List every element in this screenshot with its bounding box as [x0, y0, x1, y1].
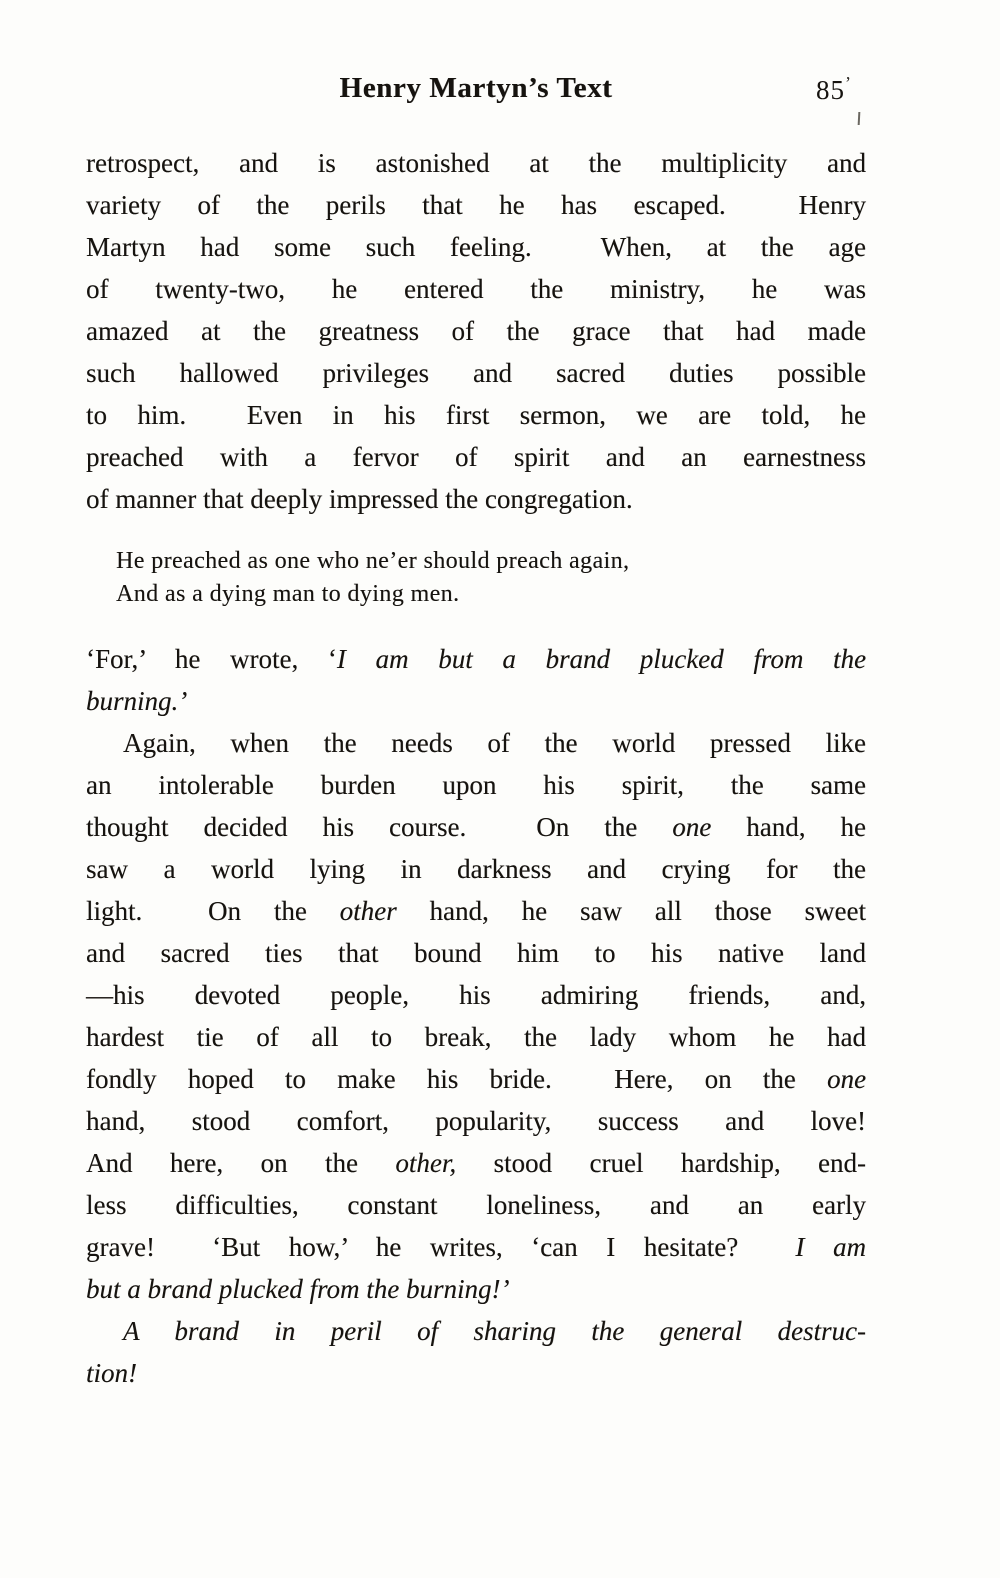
italic-text-segment: other,: [395, 1148, 457, 1178]
text-segment: and sacred ties that bound him to his native land: [86, 938, 866, 968]
text-line: [86, 722, 866, 764]
paragraph: [86, 722, 866, 1310]
text-line: [86, 680, 866, 722]
text-segment: hand, he: [711, 812, 866, 842]
text-segment: hand, stood comfort, popularity, success and love!: [86, 1106, 866, 1136]
text-segment: thought decided his course. On the: [86, 812, 673, 842]
text-line: [116, 578, 866, 611]
text-segment: variety of the perils that he has escaped. Henry: [86, 190, 866, 220]
text-segment: of twenty-two, he entered the ministry, he was: [86, 274, 866, 304]
text-segment: retrospect, and is astonished at the multiplicity and: [86, 148, 866, 178]
text-segment: Again, when the needs of the world pressed like: [123, 728, 866, 758]
running-head-title: Henry Martyn’s Text: [339, 72, 613, 104]
italic-text-segment: other: [339, 896, 397, 926]
text-line: [86, 1100, 866, 1142]
text-segment: of manner that deeply impressed the congregation.: [86, 484, 633, 514]
italic-text-segment: one: [827, 1064, 866, 1094]
text-segment: He preached as one who ne’er should preach again,: [116, 548, 630, 574]
text-line: [86, 352, 866, 394]
text-line: [86, 974, 866, 1016]
page-body: [86, 142, 866, 1394]
text-line: [86, 932, 866, 974]
text-line: [86, 806, 866, 848]
text-line: [86, 764, 866, 806]
text-line: [86, 1142, 866, 1184]
text-segment: to him. Even in his first sermon, we are told, he: [86, 400, 866, 430]
text-segment: ‘For,’ he wrote, ‘: [86, 644, 337, 674]
text-line: [86, 226, 866, 268]
paragraph: [86, 142, 866, 520]
scan-artifact-tick: [858, 112, 861, 125]
text-segment: Martyn had some such feeling. When, at the age: [86, 232, 866, 262]
italic-text-segment: burning.’: [86, 686, 188, 716]
text-line: [86, 184, 866, 226]
text-segment: amazed at the greatness of the grace that had made: [86, 316, 866, 346]
text-line: [86, 1016, 866, 1058]
italic-text-segment: A brand in peril of sharing the general destruc-: [123, 1316, 866, 1346]
text-line: [86, 1310, 866, 1352]
text-segment: And here, on the: [86, 1148, 396, 1178]
text-segment: stood cruel hardship, end-: [456, 1148, 866, 1178]
paragraph: [86, 1310, 866, 1394]
text-segment: an intolerable burden upon his spirit, the same: [86, 770, 866, 800]
verse-block: [116, 545, 866, 611]
italic-text-segment: I am but a brand plucked from the: [336, 644, 866, 674]
text-segment: And as a dying man to dying men.: [116, 581, 460, 607]
text-segment: —his devoted people, his admiring friends, and,: [86, 980, 866, 1010]
text-segment: hardest tie of all to break, the lady whom he had: [86, 1022, 866, 1052]
italic-text-segment: one: [672, 812, 712, 842]
italic-text-segment: I am: [795, 1232, 866, 1262]
page-number: [816, 73, 852, 106]
text-segment: preached with a fervor of spirit and an earnestness: [86, 442, 866, 472]
paragraph: [86, 638, 866, 722]
text-line: [86, 268, 866, 310]
italic-text-segment: tion!: [86, 1358, 137, 1388]
text-segment: grave! ‘But how,’ he writes, ‘can I hesitate?: [86, 1232, 796, 1262]
text-line: [86, 142, 866, 184]
text-line: [86, 436, 866, 478]
text-segment: light. On the: [86, 896, 340, 926]
text-line: [86, 848, 866, 890]
text-line: [116, 545, 866, 578]
text-line: [86, 478, 866, 520]
page-number-value: 85: [816, 75, 845, 105]
text-line: [86, 1352, 866, 1394]
text-segment: less difficulties, constant loneliness, and an early: [86, 1190, 866, 1220]
text-segment: such hallowed privileges and sacred duties possible: [86, 358, 866, 388]
text-line: [86, 1268, 866, 1310]
text-line: [86, 890, 866, 932]
text-line: [86, 1184, 866, 1226]
text-line: [86, 310, 866, 352]
italic-text-segment: but a brand plucked from the burning!’: [86, 1274, 510, 1304]
text-line: [86, 394, 866, 436]
page-header: [86, 72, 866, 112]
text-segment: saw a world lying in darkness and crying for the: [86, 854, 866, 884]
scan-artifact-mark: ’: [845, 73, 852, 93]
text-segment: fondly hoped to make his bride. Here, on the: [86, 1064, 828, 1094]
text-line: [86, 1226, 866, 1268]
text-line: [86, 638, 866, 680]
text-segment: hand, he saw all those sweet: [396, 896, 866, 926]
text-line: [86, 1058, 866, 1100]
